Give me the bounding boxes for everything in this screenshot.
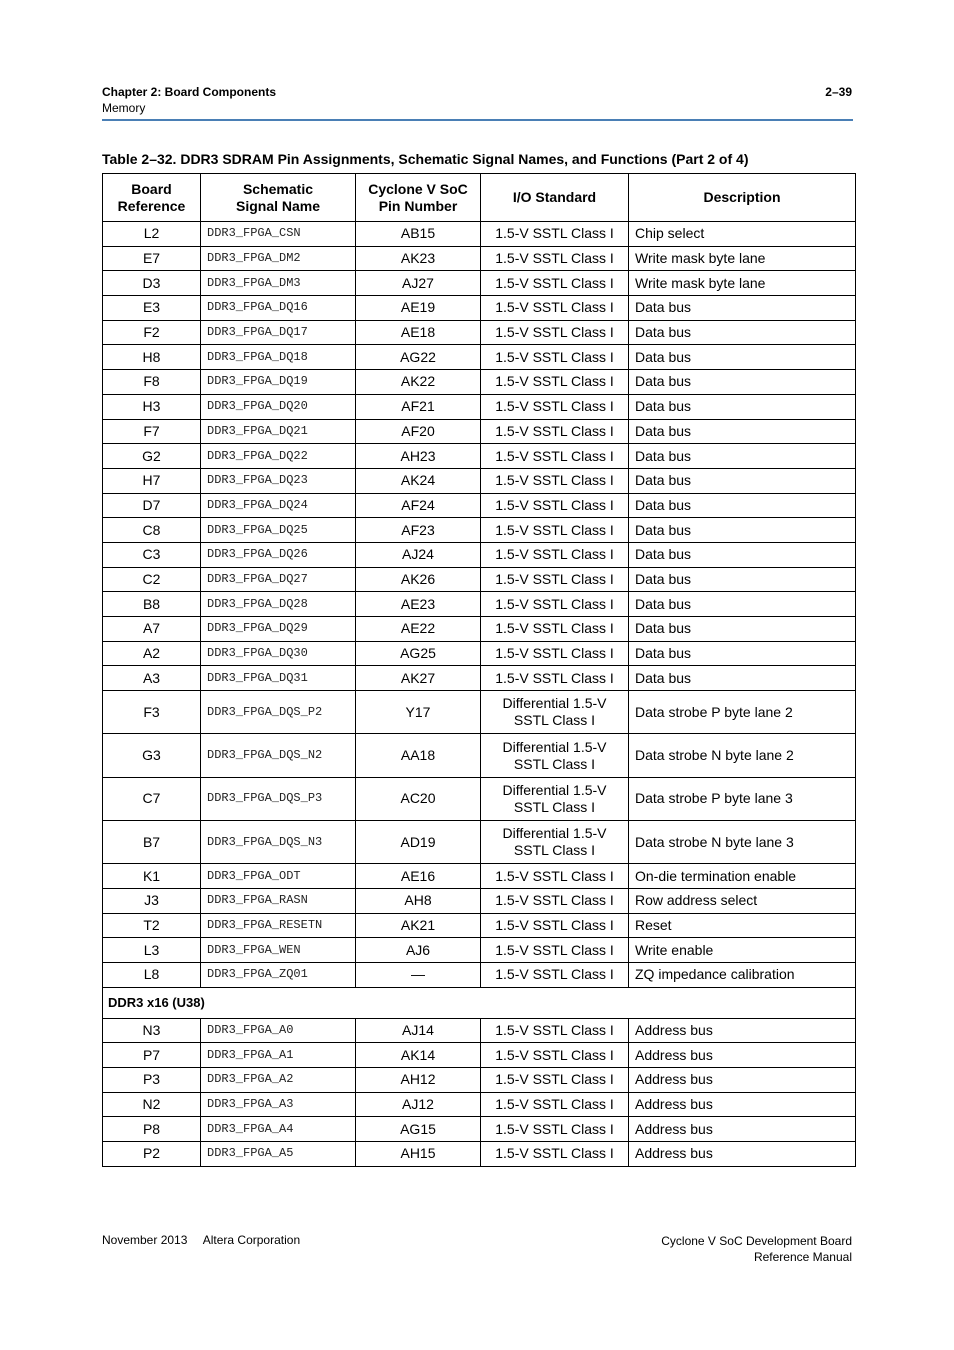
io-standard-cell: 1.5-V SSTL Class I xyxy=(481,864,629,889)
pin-number-cell: AJ6 xyxy=(356,938,481,963)
table-row xyxy=(103,1092,856,1117)
board-reference-cell: P8 xyxy=(103,1117,201,1142)
section-title: Memory xyxy=(102,101,146,115)
pin-number-cell: AE22 xyxy=(356,617,481,642)
io-standard-cell: 1.5-V SSTL Class I xyxy=(481,1018,629,1043)
pin-number-cell: AA18 xyxy=(356,734,481,777)
column-header: Schematic Signal Name xyxy=(201,174,356,222)
io-standard-cell: 1.5-V SSTL Class I xyxy=(481,518,629,543)
signal-name-cell: DDR3_FPGA_DQ28 xyxy=(201,592,356,617)
signal-name-cell: DDR3_FPGA_DM2 xyxy=(201,246,356,271)
board-reference-cell: P7 xyxy=(103,1043,201,1068)
description-cell: Address bus xyxy=(629,1092,856,1117)
board-reference-cell: D3 xyxy=(103,271,201,296)
section-label: DDR3 x16 (U38) xyxy=(103,987,856,1018)
footer-company: Altera Corporation xyxy=(202,1233,301,1247)
io-standard-cell: 1.5-V SSTL Class I xyxy=(481,888,629,913)
pin-number-cell: AH8 xyxy=(356,888,481,913)
signal-name-cell: DDR3_FPGA_DQ27 xyxy=(201,567,356,592)
io-standard-cell: 1.5-V SSTL Class I xyxy=(481,222,629,247)
footer-doc-subtitle: Reference Manual xyxy=(753,1250,852,1264)
description-cell: On-die termination enable xyxy=(629,864,856,889)
pin-number-cell: Y17 xyxy=(356,691,481,734)
signal-name-cell: DDR3_FPGA_A0 xyxy=(201,1018,356,1043)
table-row xyxy=(103,820,856,863)
signal-name-cell: DDR3_FPGA_DQS_P2 xyxy=(201,691,356,734)
signal-name-cell: DDR3_FPGA_DQS_N3 xyxy=(201,820,356,863)
io-standard-cell: 1.5-V SSTL Class I xyxy=(481,345,629,370)
description-cell: Data bus xyxy=(629,641,856,666)
pin-number-cell: AJ12 xyxy=(356,1092,481,1117)
board-reference-cell: G2 xyxy=(103,444,201,469)
io-standard-cell: 1.5-V SSTL Class I xyxy=(481,493,629,518)
io-standard-cell: 1.5-V SSTL Class I xyxy=(481,468,629,493)
description-cell: Chip select xyxy=(629,222,856,247)
description-cell: Row address select xyxy=(629,888,856,913)
io-standard-cell: Differential 1.5-V SSTL Class I xyxy=(481,734,629,777)
board-reference-cell: C3 xyxy=(103,542,201,567)
description-cell: Data bus xyxy=(629,345,856,370)
table-row xyxy=(103,691,856,734)
table-row xyxy=(103,734,856,777)
io-standard-cell: 1.5-V SSTL Class I xyxy=(481,592,629,617)
running-header xyxy=(102,84,276,116)
signal-name-cell: DDR3_FPGA_A3 xyxy=(201,1092,356,1117)
pin-number-cell: AF24 xyxy=(356,493,481,518)
signal-name-cell: DDR3_FPGA_DM3 xyxy=(201,271,356,296)
io-standard-cell: 1.5-V SSTL Class I xyxy=(481,641,629,666)
board-reference-cell: L3 xyxy=(103,938,201,963)
pin-number-cell: AH23 xyxy=(356,444,481,469)
table-row xyxy=(103,320,856,345)
signal-name-cell: DDR3_FPGA_WEN xyxy=(201,938,356,963)
description-cell: Data bus xyxy=(629,370,856,395)
pin-number-cell: AE18 xyxy=(356,320,481,345)
board-reference-cell: G3 xyxy=(103,734,201,777)
board-reference-cell: N2 xyxy=(103,1092,201,1117)
io-standard-cell: 1.5-V SSTL Class I xyxy=(481,1117,629,1142)
signal-name-cell: DDR3_FPGA_A2 xyxy=(201,1068,356,1093)
pin-number-cell: AK23 xyxy=(356,246,481,271)
description-cell: Data bus xyxy=(629,493,856,518)
table-row xyxy=(103,345,856,370)
description-cell: Data bus xyxy=(629,468,856,493)
signal-name-cell: DDR3_FPGA_A4 xyxy=(201,1117,356,1142)
column-header: Cyclone V SoC Pin Number xyxy=(356,174,481,222)
board-reference-cell: H8 xyxy=(103,345,201,370)
table-row xyxy=(103,1043,856,1068)
signal-name-cell: DDR3_FPGA_DQ23 xyxy=(201,468,356,493)
table-row xyxy=(103,296,856,321)
board-reference-cell: F8 xyxy=(103,370,201,395)
description-cell: Data strobe P byte lane 3 xyxy=(629,777,856,820)
signal-name-cell: DDR3_FPGA_DQ29 xyxy=(201,617,356,642)
board-reference-cell: C8 xyxy=(103,518,201,543)
pin-number-cell: AG15 xyxy=(356,1117,481,1142)
table-row xyxy=(103,617,856,642)
pin-number-cell: AF20 xyxy=(356,419,481,444)
description-cell: Data bus xyxy=(629,394,856,419)
pin-number-cell: AF23 xyxy=(356,518,481,543)
pin-number-cell: AG25 xyxy=(356,641,481,666)
io-standard-cell: 1.5-V SSTL Class I xyxy=(481,444,629,469)
table-row xyxy=(103,641,856,666)
signal-name-cell: DDR3_FPGA_DQ30 xyxy=(201,641,356,666)
table-row xyxy=(103,888,856,913)
description-cell: Address bus xyxy=(629,1018,856,1043)
board-reference-cell: K1 xyxy=(103,864,201,889)
board-reference-cell: H7 xyxy=(103,468,201,493)
table-section-row xyxy=(103,987,856,1018)
board-reference-cell: B7 xyxy=(103,820,201,863)
board-reference-cell: H3 xyxy=(103,394,201,419)
pin-number-cell: AF21 xyxy=(356,394,481,419)
footer-right xyxy=(661,1233,852,1265)
io-standard-cell: 1.5-V SSTL Class I xyxy=(481,419,629,444)
io-standard-cell: 1.5-V SSTL Class I xyxy=(481,567,629,592)
board-reference-cell: P2 xyxy=(103,1142,201,1167)
table-row xyxy=(103,394,856,419)
board-reference-cell: L8 xyxy=(103,963,201,988)
pin-number-cell: — xyxy=(356,963,481,988)
table-row xyxy=(103,518,856,543)
table-row xyxy=(103,1018,856,1043)
signal-name-cell: DDR3_FPGA_CSN xyxy=(201,222,356,247)
board-reference-cell: N3 xyxy=(103,1018,201,1043)
pin-number-cell: AC20 xyxy=(356,777,481,820)
description-cell: Address bus xyxy=(629,1043,856,1068)
io-standard-cell: 1.5-V SSTL Class I xyxy=(481,246,629,271)
footer-doc-title: Cyclone V SoC Development Board xyxy=(661,1234,852,1248)
description-cell: Write mask byte lane xyxy=(629,246,856,271)
pin-number-cell: AJ14 xyxy=(356,1018,481,1043)
pin-number-cell: AJ27 xyxy=(356,271,481,296)
description-cell: Write mask byte lane xyxy=(629,271,856,296)
description-cell: Write enable xyxy=(629,938,856,963)
io-standard-cell: Differential 1.5-V SSTL Class I xyxy=(481,820,629,863)
table-row xyxy=(103,1117,856,1142)
io-standard-cell: Differential 1.5-V SSTL Class I xyxy=(481,777,629,820)
table-row xyxy=(103,864,856,889)
signal-name-cell: DDR3_FPGA_DQ18 xyxy=(201,345,356,370)
io-standard-cell: 1.5-V SSTL Class I xyxy=(481,963,629,988)
signal-name-cell: DDR3_FPGA_DQ19 xyxy=(201,370,356,395)
table-row xyxy=(103,271,856,296)
table-row xyxy=(103,592,856,617)
table-row xyxy=(103,1142,856,1167)
io-standard-cell: Differential 1.5-V SSTL Class I xyxy=(481,691,629,734)
io-standard-cell: 1.5-V SSTL Class I xyxy=(481,370,629,395)
table-header-row xyxy=(103,174,856,222)
table-row xyxy=(103,938,856,963)
description-cell: Data bus xyxy=(629,567,856,592)
pin-number-cell: AK14 xyxy=(356,1043,481,1068)
signal-name-cell: DDR3_FPGA_ODT xyxy=(201,864,356,889)
table-row xyxy=(103,913,856,938)
pin-number-cell: AK27 xyxy=(356,666,481,691)
signal-name-cell: DDR3_FPGA_DQ21 xyxy=(201,419,356,444)
board-reference-cell: C2 xyxy=(103,567,201,592)
description-cell: Address bus xyxy=(629,1142,856,1167)
table-row xyxy=(103,370,856,395)
signal-name-cell: DDR3_FPGA_DQ26 xyxy=(201,542,356,567)
pin-number-cell: AE19 xyxy=(356,296,481,321)
pin-number-cell: AH15 xyxy=(356,1142,481,1167)
signal-name-cell: DDR3_FPGA_DQ25 xyxy=(201,518,356,543)
board-reference-cell: T2 xyxy=(103,913,201,938)
board-reference-cell: D7 xyxy=(103,493,201,518)
column-header: Board Reference xyxy=(103,174,201,222)
description-cell: Data bus xyxy=(629,419,856,444)
signal-name-cell: DDR3_FPGA_DQ17 xyxy=(201,320,356,345)
description-cell: Data strobe N byte lane 2 xyxy=(629,734,856,777)
table-row xyxy=(103,246,856,271)
pin-number-cell: AK21 xyxy=(356,913,481,938)
table-row xyxy=(103,542,856,567)
table-row xyxy=(103,567,856,592)
table-caption: Table 2–32. DDR3 SDRAM Pin Assignments, Schematic Signal Names, and Functions (Part 2 of 4) xyxy=(102,151,749,167)
description-cell: Data bus xyxy=(629,666,856,691)
board-reference-cell: C7 xyxy=(103,777,201,820)
io-standard-cell: 1.5-V SSTL Class I xyxy=(481,1068,629,1093)
description-cell: Data bus xyxy=(629,518,856,543)
description-cell: Data bus xyxy=(629,617,856,642)
table-row xyxy=(103,468,856,493)
description-cell: Address bus xyxy=(629,1117,856,1142)
description-cell: Data bus xyxy=(629,542,856,567)
page-number: 2–39 xyxy=(825,85,852,99)
io-standard-cell: 1.5-V SSTL Class I xyxy=(481,296,629,321)
table-row xyxy=(103,963,856,988)
description-cell: Data strobe P byte lane 2 xyxy=(629,691,856,734)
pin-number-cell: AH12 xyxy=(356,1068,481,1093)
board-reference-cell: E3 xyxy=(103,296,201,321)
io-standard-cell: 1.5-V SSTL Class I xyxy=(481,617,629,642)
signal-name-cell: DDR3_FPGA_DQ22 xyxy=(201,444,356,469)
signal-name-cell: DDR3_FPGA_A1 xyxy=(201,1043,356,1068)
io-standard-cell: 1.5-V SSTL Class I xyxy=(481,320,629,345)
pin-number-cell: AD19 xyxy=(356,820,481,863)
board-reference-cell: J3 xyxy=(103,888,201,913)
io-standard-cell: 1.5-V SSTL Class I xyxy=(481,271,629,296)
signal-name-cell: DDR3_FPGA_DQS_N2 xyxy=(201,734,356,777)
description-cell: Data bus xyxy=(629,320,856,345)
signal-name-cell: DDR3_FPGA_DQ16 xyxy=(201,296,356,321)
board-reference-cell: L2 xyxy=(103,222,201,247)
description-cell: Data bus xyxy=(629,296,856,321)
table-row xyxy=(103,1068,856,1093)
board-reference-cell: F7 xyxy=(103,419,201,444)
footer-date: November 2013 xyxy=(102,1233,188,1247)
board-reference-cell: B8 xyxy=(103,592,201,617)
io-standard-cell: 1.5-V SSTL Class I xyxy=(481,1092,629,1117)
board-reference-cell: F3 xyxy=(103,691,201,734)
board-reference-cell: P3 xyxy=(103,1068,201,1093)
board-reference-cell: E7 xyxy=(103,246,201,271)
pin-number-cell: AK22 xyxy=(356,370,481,395)
pin-number-cell: AB15 xyxy=(356,222,481,247)
signal-name-cell: DDR3_FPGA_DQ24 xyxy=(201,493,356,518)
pin-number-cell: AG22 xyxy=(356,345,481,370)
pin-number-cell: AE16 xyxy=(356,864,481,889)
column-header: I/O Standard xyxy=(481,174,629,222)
description-cell: Address bus xyxy=(629,1068,856,1093)
signal-name-cell: DDR3_FPGA_DQ20 xyxy=(201,394,356,419)
io-standard-cell: 1.5-V SSTL Class I xyxy=(481,394,629,419)
pin-assignment-table xyxy=(102,173,856,1167)
signal-name-cell: DDR3_FPGA_A5 xyxy=(201,1142,356,1167)
table-row xyxy=(103,777,856,820)
pin-number-cell: AJ24 xyxy=(356,542,481,567)
description-cell: Reset xyxy=(629,913,856,938)
pin-number-cell: AE23 xyxy=(356,592,481,617)
signal-name-cell: DDR3_FPGA_DQS_P3 xyxy=(201,777,356,820)
pin-number-cell: AK26 xyxy=(356,567,481,592)
table-row xyxy=(103,419,856,444)
board-reference-cell: F2 xyxy=(103,320,201,345)
signal-name-cell: DDR3_FPGA_DQ31 xyxy=(201,666,356,691)
description-cell: Data strobe N byte lane 3 xyxy=(629,820,856,863)
io-standard-cell: 1.5-V SSTL Class I xyxy=(481,666,629,691)
board-reference-cell: A7 xyxy=(103,617,201,642)
io-standard-cell: 1.5-V SSTL Class I xyxy=(481,1142,629,1167)
table-row xyxy=(103,222,856,247)
io-standard-cell: 1.5-V SSTL Class I xyxy=(481,542,629,567)
table-row xyxy=(103,493,856,518)
table-row xyxy=(103,666,856,691)
chapter-title: Chapter 2: Board Components xyxy=(102,85,277,99)
io-standard-cell: 1.5-V SSTL Class I xyxy=(481,913,629,938)
io-standard-cell: 1.5-V SSTL Class I xyxy=(481,938,629,963)
description-cell: Data bus xyxy=(629,592,856,617)
signal-name-cell: DDR3_FPGA_ZQ01 xyxy=(201,963,356,988)
footer-left xyxy=(102,1233,300,1247)
column-header: Description xyxy=(629,174,856,222)
description-cell: ZQ impedance calibration xyxy=(629,963,856,988)
table-row xyxy=(103,444,856,469)
signal-name-cell: DDR3_FPGA_RASN xyxy=(201,888,356,913)
board-reference-cell: A3 xyxy=(103,666,201,691)
board-reference-cell: A2 xyxy=(103,641,201,666)
header-rule xyxy=(102,119,853,121)
pin-number-cell: AK24 xyxy=(356,468,481,493)
io-standard-cell: 1.5-V SSTL Class I xyxy=(481,1043,629,1068)
signal-name-cell: DDR3_FPGA_RESETN xyxy=(201,913,356,938)
description-cell: Data bus xyxy=(629,444,856,469)
